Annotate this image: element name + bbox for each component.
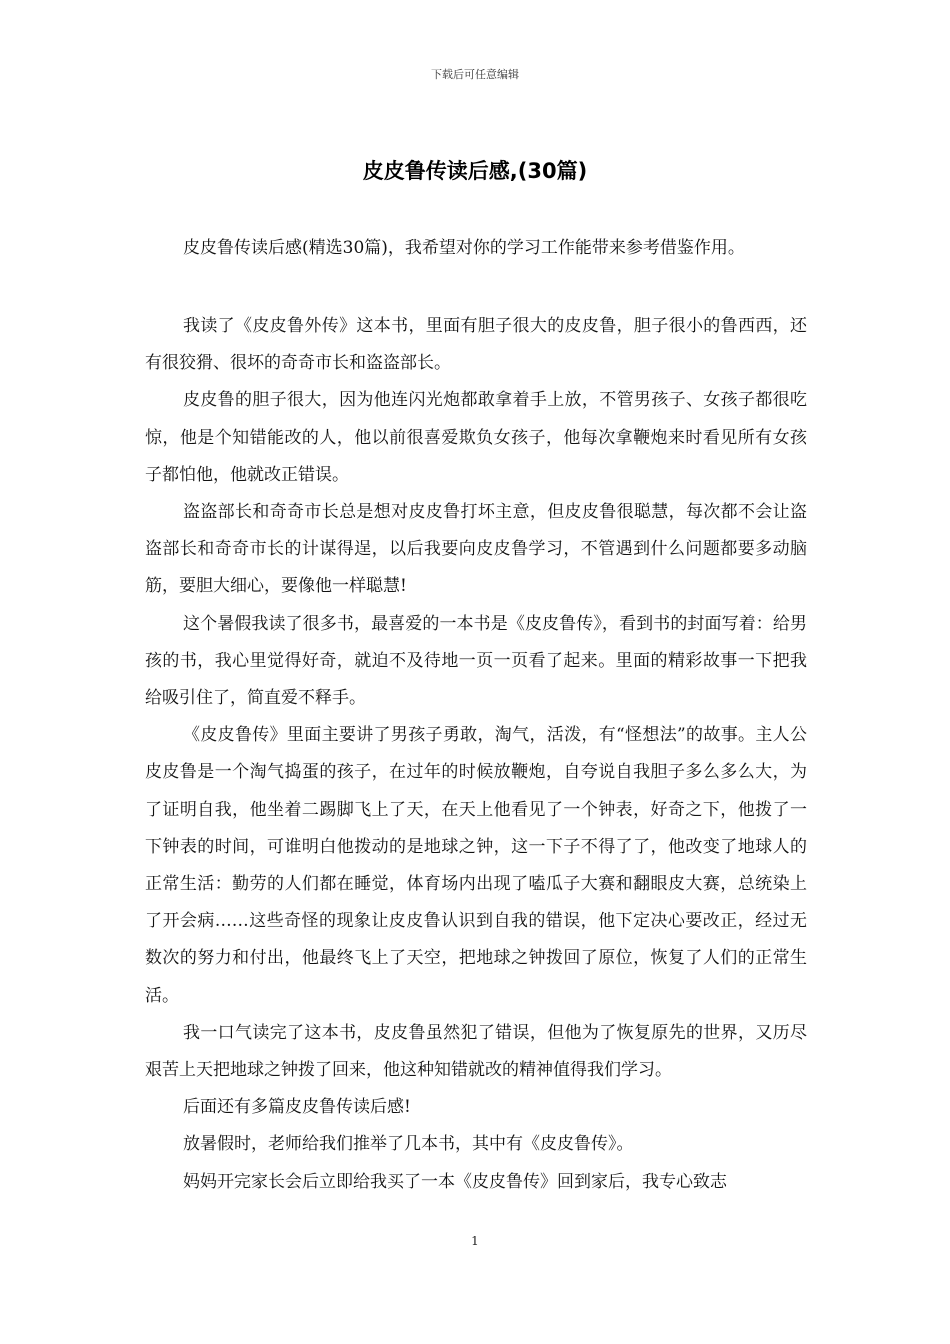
intro-paragraph: 皮皮鲁传读后感(精选30篇)，我希望对你的学习工作能带来参考借鉴作用。 — [183, 238, 745, 258]
body-paragraph-4: 这个暑假我读了很多书，最喜爱的一本书是《皮皮鲁传》，看到书的封面写着：给男孩的书，我心里觉得好奇，就迫不及待地一页一页看了起来。里面的精彩故事一下把我给吸引住了，简直爱不释手。 — [145, 613, 807, 709]
body-paragraph-1: 我读了《皮皮鲁外传》这本书，里面有胆子很大的皮皮鲁，胆子很小的鲁西西，还有很狡猾、很坏的奇奇市长和盗盗部长。 — [145, 316, 807, 374]
body-paragraph-2: 皮皮鲁的胆子很大，因为他连闪光炮都敢拿着手上放，不管男孩子、女孩子都很吃惊，他是个知错能改的人，他以前很喜爱欺负女孩子，他每次拿鞭炮来时看见所有女孩子都怕他，他就改正错误。 — [145, 390, 807, 485]
document-title: 皮皮鲁传读后感,(30篇) — [362, 159, 588, 183]
page-header-note: 下载后可任意编辑 — [431, 68, 519, 81]
body-paragraph-8: 放暑假时，老师给我们推举了几本书，其中有《皮皮鲁传》。 — [183, 1134, 634, 1155]
body-paragraph-6: 我一口气读完了这本书，皮皮鲁虽然犯了错误，但他为了恢复原先的世界，又历尽艰苦上天把地球之钟拨了回来，他这种知错就改的精神值得我们学习。 — [145, 1022, 807, 1081]
body-paragraph-3: 盗盗部长和奇奇市长总是想对皮皮鲁打坏主意，但皮皮鲁很聪慧，每次都不会让盗盗部长和奇奇市长的计谋得逞，以后我要向皮皮鲁学习，不管遇到什么问题都要多动脑筋，要胆大细心，要像他一样聪慧! — [145, 502, 807, 597]
page-number: 1 — [471, 1234, 479, 1248]
body-paragraph-9: 妈妈开完家长会后立即给我买了一本《皮皮鲁传》回到家后，我专心致志 — [183, 1171, 727, 1192]
body-paragraph-5: 《皮皮鲁传》里面主要讲了男孩子勇敢，淘气，活泼，有“怪想法”的故事。主人公皮皮鲁是一个淘气捣蛋的孩子，在过年的时候放鞭炮，自夸说自我胆子多么多么大，为了证明自我，他坐着二踢脚飞上了天，在天上他看见了一个钟表，好奇之下，他拨了一下钟表的时间，可谁明白他拨动的是地球之钟，这一下子不得了了，他改变了地球人的正常生活：勤劳的人们都在睡觉，体育场内出现了嗑瓜子大赛和翻眼皮大赛，总统染上了开会病……这些奇怪的现象让皮皮鲁认识到自我的错误，他下定决心要改正，经过无数次的努力和付出，他最终飞上了天空，把地球之钟拨回了原位，恢复了人们的正常生活。 — [145, 725, 807, 1006]
document-body — [145, 308, 807, 1201]
body-paragraph-7: 后面还有多篇皮皮鲁传读后感! — [183, 1097, 411, 1118]
